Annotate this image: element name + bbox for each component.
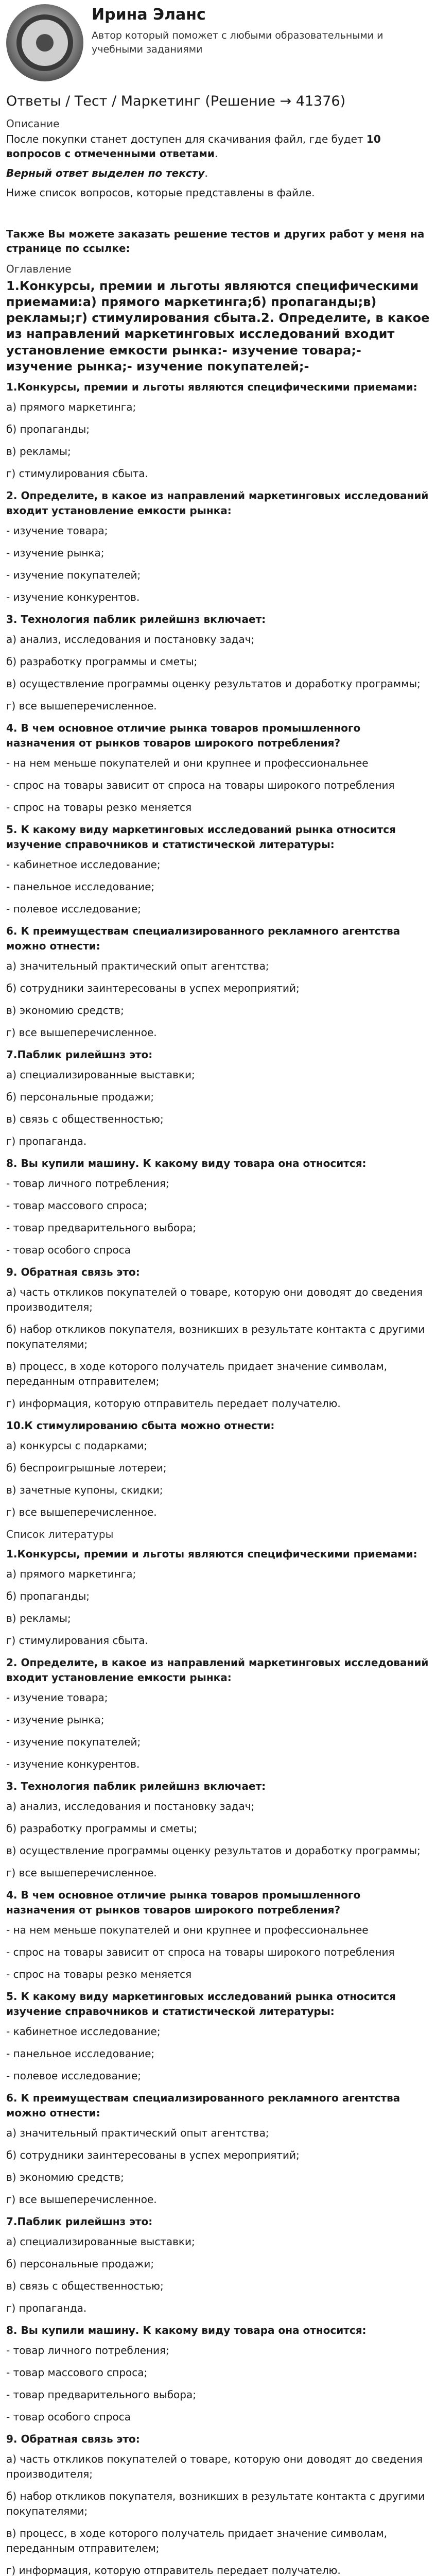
page-title: Ответы / Тест / Маркетинг (Решение → 41376) [6, 93, 346, 109]
answer-option: г) все вышеперечисленное. [6, 699, 157, 712]
answer-option: б) разработку программы и сметы; [6, 655, 198, 668]
answer-option: а) значительный практический опыт агентства; [6, 2126, 269, 2139]
list-note: Ниже список вопросов, которые представлены в файле. [6, 186, 315, 199]
correct-answer-text: Верный ответ выделен по тексту [6, 166, 205, 179]
answer-option: в) связь с общественностью; [6, 1112, 164, 1125]
question-title: 3. Технология паблик рилейшнз включает: [6, 613, 266, 625]
question-title: 10.К стимулированию сбыта можно отнести: [6, 1419, 275, 1432]
answer-option: - спрос на товары резко меняется [6, 1968, 192, 1980]
answer-option: в) зачетные купоны, скидки; [6, 1483, 163, 1496]
question-title: 9. Обратная связь это: [6, 2432, 140, 2445]
author-block [92, 4, 400, 57]
answer-option: - изучение товара; [6, 1691, 108, 1704]
avatar[interactable] [6, 4, 83, 81]
answer-option: б) беспроигрышные лотереи; [6, 1461, 167, 1474]
answer-option: - изучение покупателей; [6, 568, 141, 581]
answer-option: - товар особого спроса [6, 2410, 131, 2423]
answer-option: - товар массового спроса; [6, 2366, 148, 2379]
answer-option: а) прямого маркетинга; [6, 1567, 136, 1580]
answer-option: - изучение рынка; [6, 546, 104, 559]
answer-option: - изучение товара; [6, 524, 108, 537]
purchase-text-post: . [214, 147, 218, 160]
author-description: Автор который поможет с любыми образовательными и учебными заданиями [92, 29, 383, 56]
question-title: 5. К какому виду маркетинговых исследований рынка относится изучение справочников и статистической литературы: [6, 823, 396, 851]
correct-answer-dot: . [204, 166, 208, 179]
answer-option: - товар предварительного выбора; [6, 2388, 196, 2401]
answer-option: - панельное исследование; [6, 2047, 155, 2060]
answer-option: - товар особого спроса [6, 1243, 131, 1256]
answer-option: - панельное исследование; [6, 880, 155, 893]
answer-option: б) разработку программы и сметы; [6, 1822, 198, 1835]
question-title: 7.Паблик рилейшнз это: [6, 2215, 153, 2228]
answer-option: - товар личного потребления; [6, 2344, 169, 2357]
answer-option: б) пропаганды; [6, 422, 90, 435]
answer-option: - товар массового спроса; [6, 1199, 148, 1212]
answer-option: б) набор откликов покупателя, возникших в результате контакта с другими покупателями; [6, 1323, 425, 1350]
answer-option: - товар личного потребления; [6, 1177, 169, 1190]
answer-option: в) рекламы; [6, 1612, 71, 1624]
toc-heading: 1.Конкурсы, премии и льготы являются специфическими приемами:а) прямого маркетинга;б) пропаганды;в) рекламы;г) стимулирования сбыта.2. Определите, в какое из направлений маркетинговых исследований входит установление емкости рынка:- изучение товара;- изучение рынка;- изучение покупателей;- [6, 278, 430, 374]
question-title: 8. Вы купили машину. К какому виду товара она относится: [6, 2324, 367, 2336]
author-header [6, 4, 430, 81]
answer-option: г) информация, которую отправитель передает получателю. [6, 1397, 341, 1410]
answer-option: - спрос на товары зависит от спроса на товары широкого потребления [6, 1945, 395, 1958]
answer-option: г) стимулирования сбыта. [6, 467, 148, 480]
purchase-text-pre: После покупки станет доступен для скачивания файл, где будет [6, 132, 367, 145]
question-title: 7.Паблик рилейшнз это: [6, 1048, 153, 1061]
answer-option: а) конкурсы с подарками; [6, 1439, 148, 1452]
question-title: 6. К преимуществам специализированного рекламного агентства можно отнести: [6, 924, 400, 952]
answer-option: - изучение конкурентов. [6, 1757, 140, 1770]
author-name[interactable]: Ирина Эланс [92, 6, 206, 24]
answer-option: г) пропаганда. [6, 2301, 87, 2314]
questions-section-2 [6, 1547, 430, 2576]
question-title: 4. В чем основное отличие рынка товаров промышленного назначения от рынков товаров широкого потребления? [6, 721, 361, 749]
question-title: 8. Вы купили машину. К какому виду товара она относится: [6, 1157, 367, 1170]
answer-option: г) все вышеперечисленное. [6, 1866, 157, 1879]
answer-option: б) персональные продажи; [6, 2257, 154, 2270]
question-title: 2. Определите, в какое из направлений маркетинговых исследований входит установление емкости рынка: [6, 489, 429, 517]
question-title: 6. К преимуществам специализированного рекламного агентства можно отнести: [6, 2091, 400, 2119]
answer-option: в) экономию средств; [6, 2171, 124, 2183]
toc-label: Оглавление [6, 262, 72, 275]
answer-option: г) стимулирования сбыта. [6, 1634, 148, 1647]
answer-option: а) специализированные выставки; [6, 2235, 195, 2248]
description-label: Описание [6, 117, 60, 130]
answer-option: - спрос на товары резко меняется [6, 801, 192, 814]
answer-option: б) набор откликов покупателя, возникших в результате контакта с другими покупателями; [6, 2489, 425, 2517]
answer-option: б) сотрудники заинтересованы в успех мероприятий; [6, 981, 300, 994]
answer-option: в) осуществление программы оценку результатов и доработку программы; [6, 677, 421, 690]
answer-option: а) часть откликов покупателей о товаре, которую они доводят до сведения производителя; [6, 2452, 423, 2480]
answer-option: - на нем меньше покупателей и они крупнее и профессиональнее [6, 1923, 369, 1936]
question-title: 1.Конкурсы, премии и льготы являются специфическими приемами: [6, 1547, 417, 1560]
answer-option: а) анализ, исследования и постановку задач; [6, 633, 255, 646]
purchase-text-bold: 10 вопросов с отмеченными ответами [6, 132, 381, 160]
answer-option: а) анализ, исследования и постановку задач; [6, 1800, 255, 1812]
answer-option: - изучение рынка; [6, 1713, 104, 1726]
answer-option: - кабинетное исследование; [6, 2025, 161, 2038]
answer-option: в) осуществление программы оценку результатов и доработку программы; [6, 1844, 421, 1857]
answer-option: - полевое исследование; [6, 902, 141, 915]
answer-option: г) все вышеперечисленное. [6, 2193, 157, 2206]
answer-option: - полевое исследование; [6, 2069, 141, 2082]
answer-option: в) процесс, в ходе которого получатель придает значение символам, переданным отправителем; [6, 1360, 387, 1387]
answer-option: - изучение конкурентов. [6, 590, 140, 603]
questions-section-1 [6, 380, 430, 1520]
answer-option: в) рекламы; [6, 445, 71, 457]
question-title: 5. К какому виду маркетинговых исследований рынка относится изучение справочников и статистической литературы: [6, 1990, 396, 2018]
answer-option: а) значительный практический опыт агентства; [6, 959, 269, 972]
purchase-info [6, 132, 430, 161]
answer-option: г) все вышеперечисленное. [6, 1505, 157, 1518]
answer-option: а) часть откликов покупателей о товаре, которую они доводят до сведения производителя; [6, 1285, 423, 1313]
answer-option: в) экономию средств; [6, 1004, 124, 1016]
question-title: 9. Обратная связь это: [6, 1265, 140, 1278]
answer-option: г) пропаганда. [6, 1134, 87, 1147]
question-title: 4. В чем основное отличие рынка товаров промышленного назначения от рынков товаров широкого потребления? [6, 1888, 361, 1916]
order-text: Также Вы можете заказать решение тестов и других работ у меня на странице по ссылке: [6, 227, 425, 255]
answer-option: г) все вышеперечисленное. [6, 1026, 157, 1039]
answer-option: - на нем меньше покупателей и они крупнее и профессиональнее [6, 756, 369, 769]
answer-option: - товар предварительного выбора; [6, 1221, 196, 1234]
literature-label: Список литературы [6, 1528, 114, 1540]
answer-option: - изучение покупателей; [6, 1735, 141, 1748]
answer-option: а) прямого маркетинга; [6, 400, 136, 413]
answer-option: в) процесс, в ходе которого получатель придает значение символам, переданным отправителем; [6, 2527, 387, 2554]
correct-answer-note [6, 166, 430, 180]
question-title: 3. Технология паблик рилейшнз включает: [6, 1780, 266, 1792]
answer-option: б) пропаганды; [6, 1589, 90, 1602]
question-title: 1.Конкурсы, премии и льготы являются специфическими приемами: [6, 380, 417, 393]
answer-option: б) персональные продажи; [6, 1090, 154, 1103]
answer-option: г) информация, которую отправитель передает получателю. [6, 2564, 341, 2576]
answer-option: - спрос на товары зависит от спроса на товары широкого потребления [6, 778, 395, 791]
answer-option: а) специализированные выставки; [6, 1068, 195, 1081]
answer-option: б) сотрудники заинтересованы в успех мероприятий; [6, 2148, 300, 2161]
answer-option: - кабинетное исследование; [6, 858, 161, 871]
answer-option: в) связь с общественностью; [6, 2279, 164, 2292]
question-title: 2. Определите, в какое из направлений маркетинговых исследований входит установление емкости рынка: [6, 1656, 429, 1684]
